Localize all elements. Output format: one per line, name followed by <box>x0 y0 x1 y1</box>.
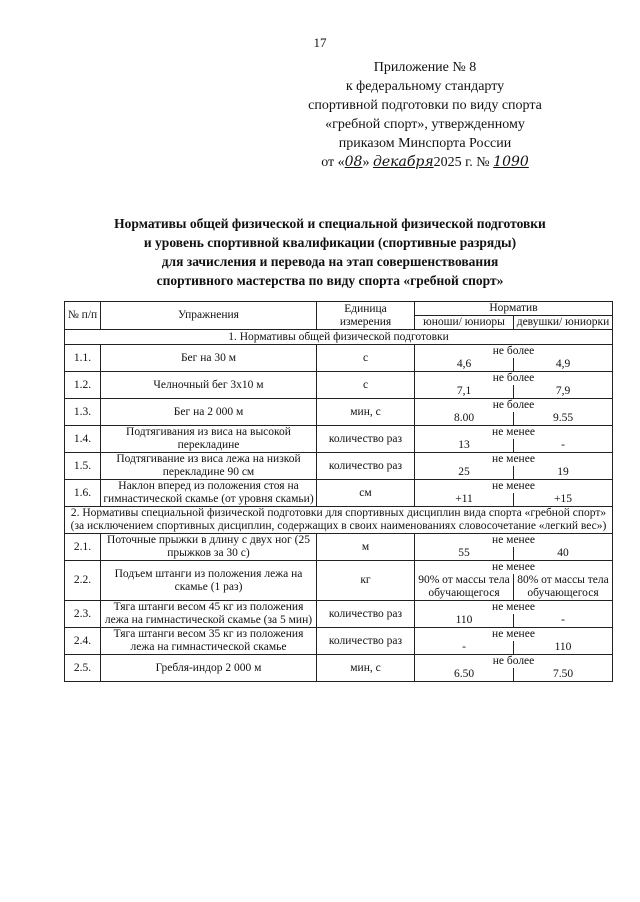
exercise-name: Тяга штанги весом 35 кг из положения лежа на гимнастической скамье <box>101 628 317 655</box>
condition-cell: не более <box>415 345 613 359</box>
header-unit: Единица измерения <box>317 302 415 330</box>
unit-cell: количество раз <box>317 426 415 453</box>
row-number: 2.5. <box>65 655 101 682</box>
table-body <box>65 330 613 682</box>
table-row <box>65 628 613 642</box>
table-row <box>65 426 613 440</box>
girls-value: - <box>514 614 613 628</box>
exercise-name: Наклон вперед из положения стоя на гимнастической скамье (от уровня скамьи) <box>101 480 317 507</box>
row-number: 1.2. <box>65 372 101 399</box>
girls-value: 4,9 <box>514 358 613 372</box>
handwritten-number: 1090 <box>493 154 529 170</box>
section-header: 2. Нормативы специальной физической подготовки для спортивных дисциплин вида спорта «гребной спорт» (за исключением спортивных дисциплин, содержащих в своих наименованиях словосочетание «легкий вес») <box>65 507 613 534</box>
unit-cell: мин, с <box>317 399 415 426</box>
boys-value: - <box>415 641 514 655</box>
date-mid: » <box>362 155 370 170</box>
document-title <box>60 214 600 290</box>
title-line: спортивного мастерства по виду спорта «гребной спорт» <box>156 273 504 288</box>
header-exercise: Упражнения <box>101 302 317 330</box>
table-row <box>65 601 613 615</box>
exercise-name: Подтягивание из виса лежа на низкой перекладине 90 см <box>101 453 317 480</box>
boys-value: 6.50 <box>415 668 514 682</box>
boys-value: 13 <box>415 439 514 453</box>
row-number: 1.6. <box>65 480 101 507</box>
condition-cell: не менее <box>415 628 613 642</box>
row-number: 1.5. <box>65 453 101 480</box>
header-norm: Норматив <box>415 302 613 316</box>
boys-value: +11 <box>415 493 514 507</box>
year-text: 2025 г. № <box>433 155 490 170</box>
boys-value: 4,6 <box>415 358 514 372</box>
girls-value: - <box>514 439 613 453</box>
appendix-line: к федеральному стандарту <box>345 79 505 94</box>
boys-value: 55 <box>415 547 514 561</box>
boys-value: 90% от массы тела обучающегося <box>415 574 514 601</box>
row-number: 1.4. <box>65 426 101 453</box>
girls-value: 19 <box>514 466 613 480</box>
appendix-line: Приложение № 8 <box>373 60 477 75</box>
header-girls: девушки/ юниорки <box>514 316 613 330</box>
table-row <box>65 480 613 494</box>
header-boys: юноши/ юниоры <box>415 316 514 330</box>
section-header: 1. Нормативы общей физической подготовки <box>65 330 613 345</box>
condition-cell: не менее <box>415 534 613 548</box>
row-number: 1.3. <box>65 399 101 426</box>
boys-value: 25 <box>415 466 514 480</box>
unit-cell: с <box>317 372 415 399</box>
girls-value: 9.55 <box>514 412 613 426</box>
appendix-line: «гребной спорт», утвержденному <box>325 117 525 132</box>
table-row <box>65 561 613 575</box>
condition-cell: не более <box>415 655 613 669</box>
exercise-name: Бег на 2 000 м <box>101 399 317 426</box>
exercise-name: Бег на 30 м <box>101 345 317 372</box>
unit-cell: с <box>317 345 415 372</box>
unit-cell: количество раз <box>317 601 415 628</box>
handwritten-day: 08 <box>344 154 363 170</box>
appendix-date-line <box>260 153 590 172</box>
table-row <box>65 372 613 386</box>
handwritten-month: декабря <box>372 154 434 170</box>
condition-cell: не более <box>415 372 613 386</box>
appendix-line: спортивной подготовки по виду спорта <box>308 98 542 113</box>
condition-cell: не более <box>415 399 613 413</box>
exercise-name: Гребля-индор 2 000 м <box>101 655 317 682</box>
appendix-line: приказом Минспорта России <box>338 136 512 151</box>
unit-cell: количество раз <box>317 628 415 655</box>
table-row <box>65 534 613 548</box>
table-row <box>65 345 613 359</box>
appendix-block <box>260 58 590 172</box>
unit-cell: мин, с <box>317 655 415 682</box>
unit-cell: см <box>317 480 415 507</box>
girls-value: 80% от массы тела обучающегося <box>514 574 613 601</box>
exercise-name: Тяга штанги весом 45 кг из положения лежа на гимнастической скамье (за 5 мин) <box>101 601 317 628</box>
row-number: 1.1. <box>65 345 101 372</box>
condition-cell: не менее <box>415 426 613 440</box>
condition-cell: не менее <box>415 453 613 467</box>
title-line: и уровень спортивной квалификации (спортивные разряды) <box>143 235 517 250</box>
row-number: 2.2. <box>65 561 101 601</box>
date-prefix: от « <box>321 155 345 170</box>
condition-cell: не менее <box>415 480 613 494</box>
boys-value: 8.00 <box>415 412 514 426</box>
girls-value: 110 <box>514 641 613 655</box>
condition-cell: не менее <box>415 601 613 615</box>
girls-value: 40 <box>514 547 613 561</box>
table-row <box>65 453 613 467</box>
norms-table <box>64 301 613 682</box>
exercise-name: Подъем штанги из положения лежа на скамье (1 раз) <box>101 561 317 601</box>
row-number: 2.3. <box>65 601 101 628</box>
exercise-name: Челночный бег 3х10 м <box>101 372 317 399</box>
exercise-name: Поточные прыжки в длину с двух ног (25 прыжков за 30 с) <box>101 534 317 561</box>
table-row <box>65 655 613 669</box>
row-number: 2.4. <box>65 628 101 655</box>
girls-value: +15 <box>514 493 613 507</box>
table-row <box>65 399 613 413</box>
girls-value: 7.50 <box>514 668 613 682</box>
condition-cell: не менее <box>415 561 613 575</box>
page-number: 17 <box>313 35 327 50</box>
girls-value: 7,9 <box>514 385 613 399</box>
row-number: 2.1. <box>65 534 101 561</box>
exercise-name: Подтягивания из виса на высокой перекладине <box>101 426 317 453</box>
title-line: Нормативы общей физической и специальной физической подготовки <box>114 216 546 231</box>
unit-cell: количество раз <box>317 453 415 480</box>
unit-cell: кг <box>317 561 415 601</box>
boys-value: 110 <box>415 614 514 628</box>
unit-cell: м <box>317 534 415 561</box>
header-num: № п/п <box>65 302 101 330</box>
boys-value: 7,1 <box>415 385 514 399</box>
title-line: для зачисления и перевода на этап совершенствования <box>161 254 499 269</box>
